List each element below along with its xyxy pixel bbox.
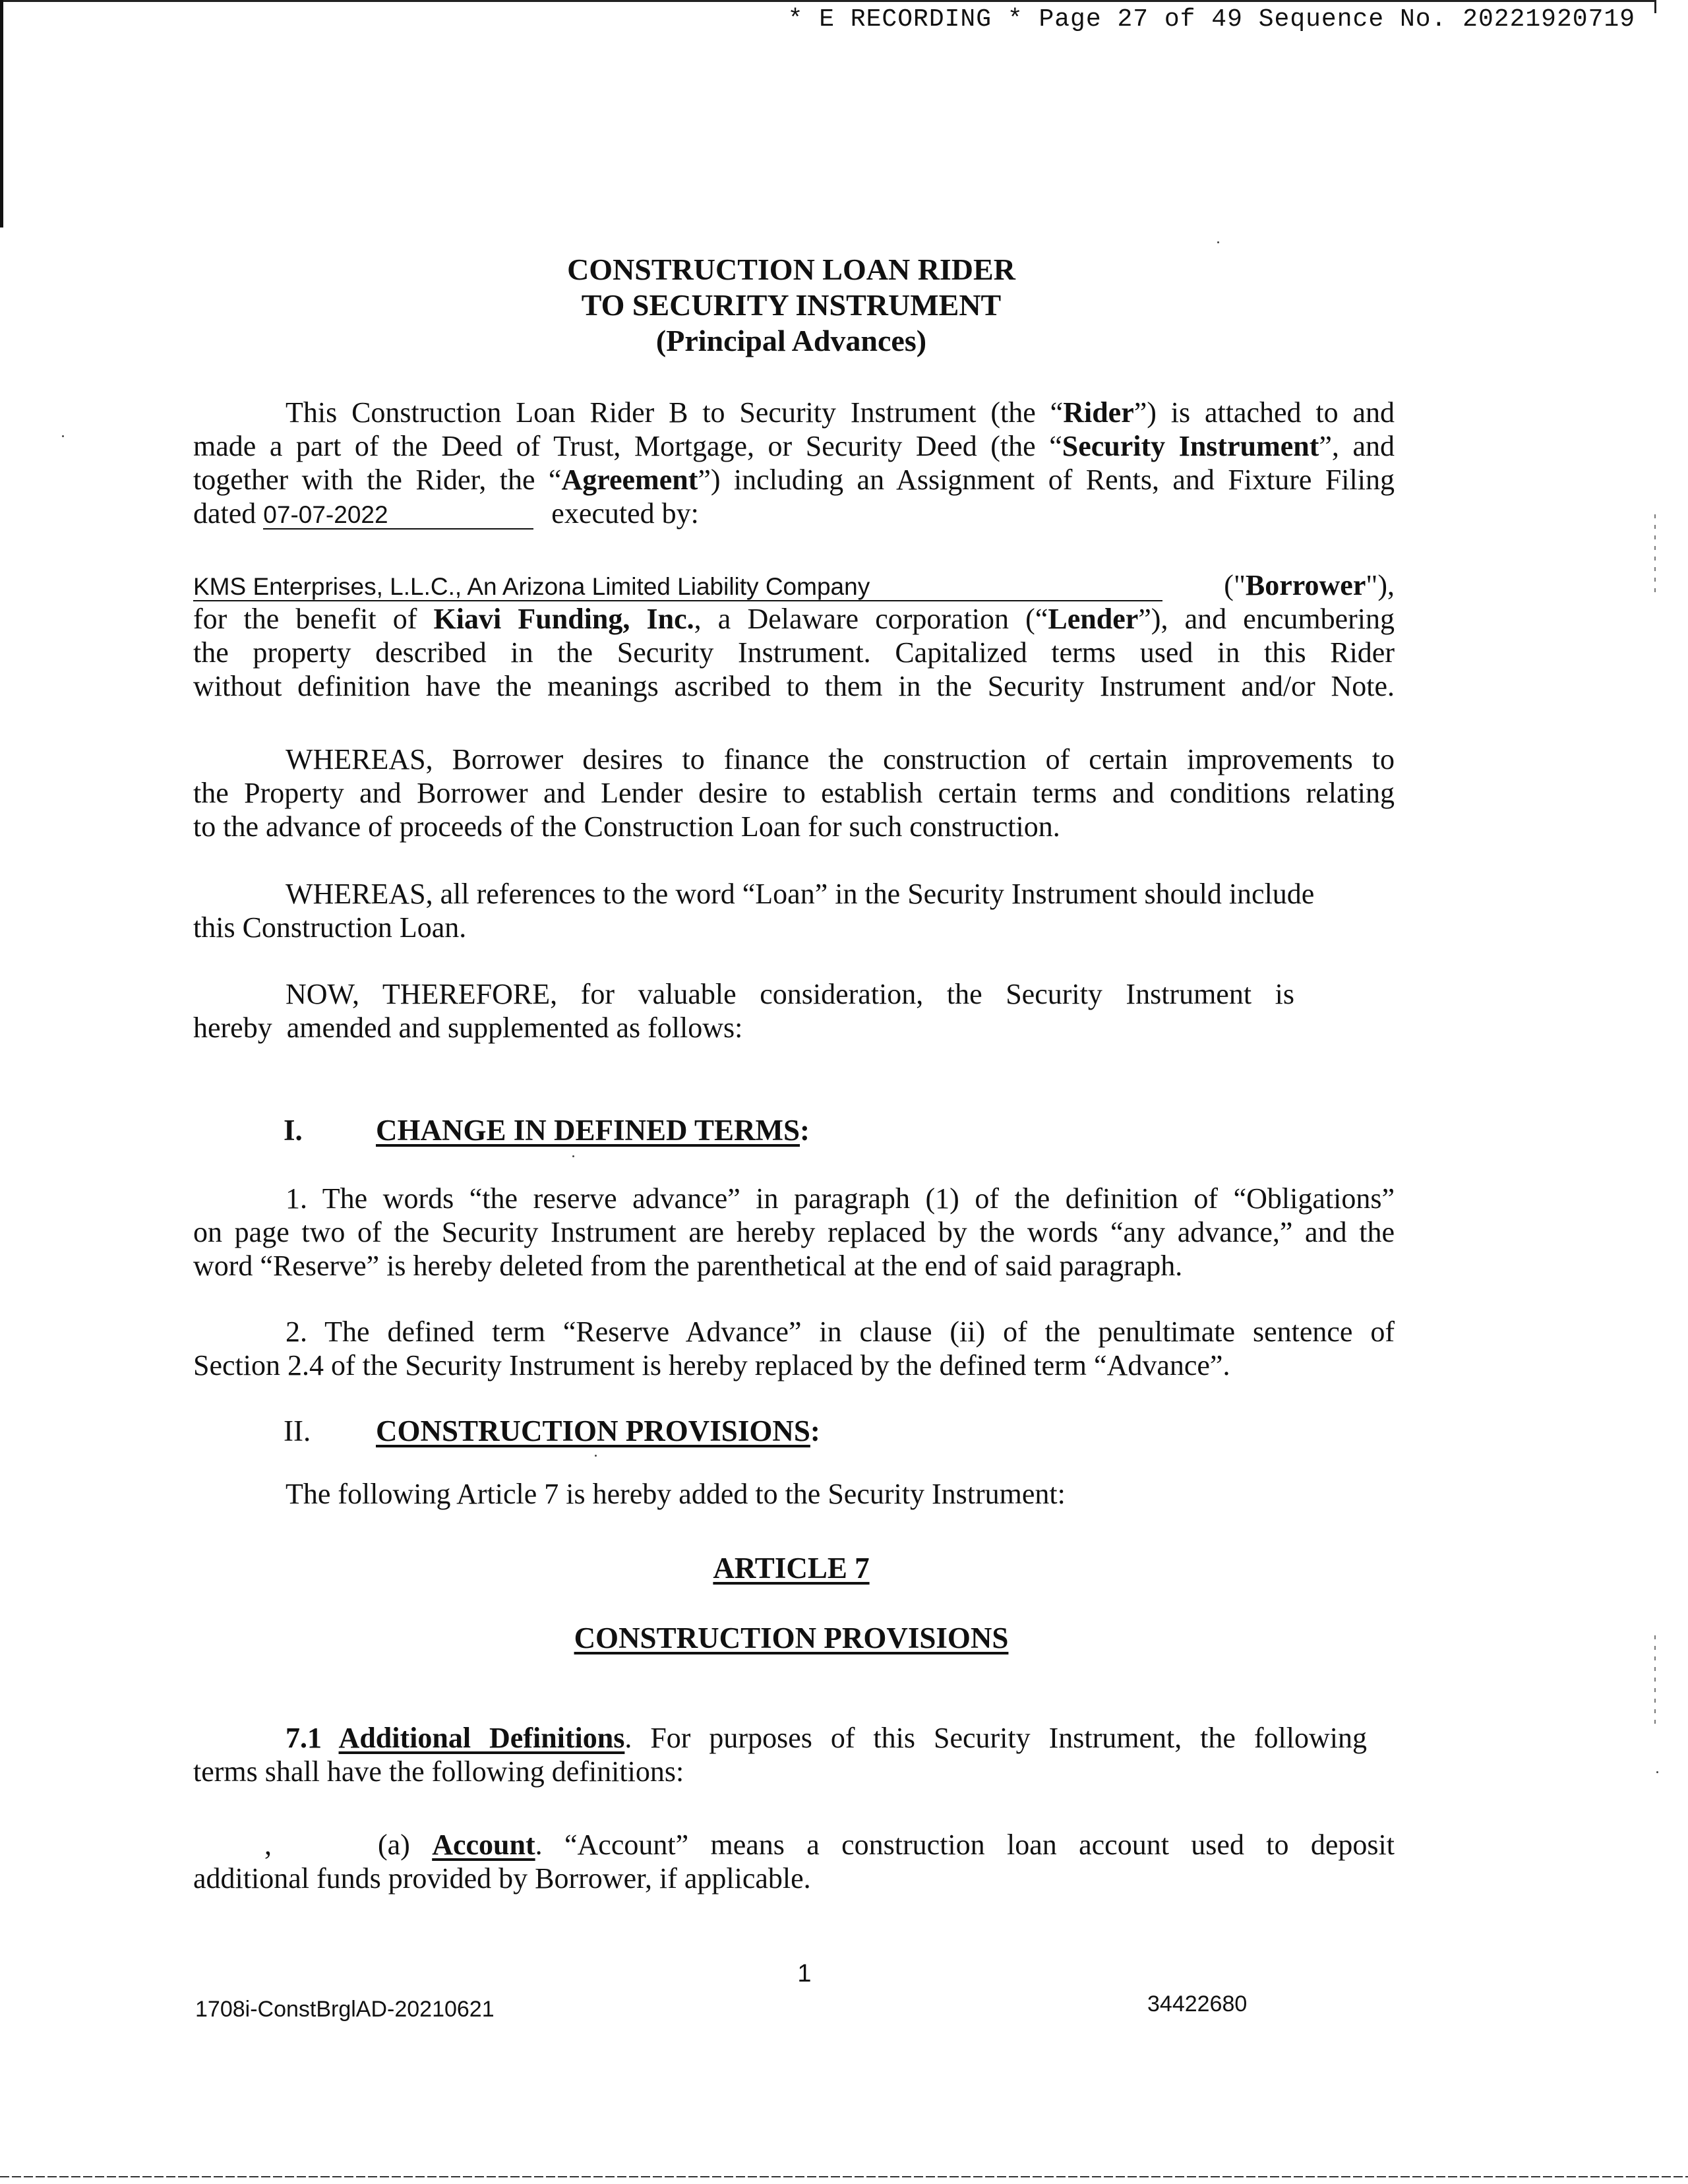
scan-top-border [0, 0, 1656, 2]
definition-a-paragraph: , (a) Account. “Account” means a construction loan account used to deposit additional funds provided by Borrower, if applicable. [193, 1829, 1395, 1895]
section-7-1-line: 7.1 Additional Definitions. For purposes of this Security Instrument, the following [286, 1722, 1367, 1754]
scan-speck [572, 1155, 574, 1157]
lender-name: Kiavi Funding, Inc. [433, 603, 694, 635]
intro-line: made a part of the Deed of Trust, Mortgage, or Security Deed (the “Security Instrument”, and [193, 430, 1395, 462]
now-therefore-paragraph: NOW, THEREFORE, for valuable consideration, the Security Instrument is hereby amended and supplemented as follows: [193, 978, 1294, 1044]
scan-speck [595, 1455, 597, 1457]
article-number: ARTICLE 7 [713, 1552, 870, 1585]
borrower-name-field: KMS Enterprises, L.L.C., An Arizona Limited Liability Company [193, 574, 1162, 601]
intro-line: together with the Rider, the “Agreement”) including an Assignment of Rents, and Fixture Filing [193, 464, 1395, 496]
defined-term-account: Account [432, 1829, 535, 1861]
definition-a-line: , (a) Account. “Account” means a construction loan account used to deposit [264, 1829, 1395, 1861]
defined-term-borrower: Borrower [1245, 569, 1366, 601]
doc-title-line-1: CONSTRUCTION LOAN RIDER [567, 253, 1015, 286]
intro-line: This Construction Loan Rider B to Security Instrument (the “Rider”) is attached to and [286, 396, 1395, 429]
intro-paragraph [193, 396, 1395, 530]
article-title: CONSTRUCTION PROVISIONS [574, 1622, 1009, 1654]
article-intro: The following Article 7 is hereby added to the Security Instrument: [286, 1478, 1066, 1510]
section-1-heading: CHANGE IN DEFINED TERMS: [376, 1114, 810, 1147]
whereas-paragraph-1: WHEREAS, Borrower desires to finance the construction of certain improvements to the Property and Borrower and Lender desire to establish certain terms and conditions relating to the advance of proceeds of the Construction Loan for such construction. [193, 743, 1395, 843]
section-7-1-heading: Additional Definitions [338, 1722, 625, 1754]
borrower-line: KMS Enterprises, L.L.C., An Arizona Limited Liability Company ("Borrower"), [193, 569, 1395, 601]
item-1-paragraph: 1. The words “the reserve advance” in paragraph (1) of the definition of “Obligations” on page two of the Security Instrument are hereby replaced by the words “any advance,” and the word “Reserve” is hereby deleted from the parenthetical at the end of said paragraph. [193, 1182, 1395, 1282]
section-2-heading: CONSTRUCTION PROVISIONS: [376, 1414, 820, 1447]
recording-header: * E RECORDING * Page 27 of 49 Sequence No. 20221920719 [787, 5, 1635, 34]
whereas-paragraph-2: WHEREAS, all references to the word “Loan” in the Security Instrument should include this Construction Loan. [193, 878, 1315, 944]
defined-term-lender: Lender [1048, 603, 1139, 635]
scan-speck [1656, 1771, 1658, 1773]
defined-term-rider: Rider [1063, 396, 1134, 429]
doc-title-line-3: (Principal Advances) [655, 324, 927, 357]
scan-left-margin-bar [0, 0, 3, 228]
intro-line: dated 07-07-2022 executed by: [193, 497, 699, 530]
borrower-line: for the benefit of Kiavi Funding, Inc., a Delaware corporation (“Lender”), and encumbering [193, 603, 1395, 635]
loan-number: 34422680 [1147, 1991, 1248, 2017]
scan-edge-mark [1654, 514, 1656, 593]
scan-right-edge [1654, 0, 1656, 13]
date-field: 07-07-2022 [263, 502, 533, 530]
borrower-paragraph [193, 568, 1395, 703]
section-1-number: I. [284, 1114, 303, 1147]
borrower-line: without definition have the meanings ascribed to them in the Security Instrument and/or Note. [193, 670, 1395, 702]
doc-title-line-2: TO SECURITY INSTRUMENT [581, 288, 1002, 322]
section-7-1-paragraph: 7.1 Additional Definitions. For purposes of this Security Instrument, the following terms shall have the following definitions: [193, 1722, 1367, 1788]
scan-edge-mark [1654, 1635, 1656, 1728]
scan-speck [62, 435, 64, 437]
form-id: 1708i-ConstBrglAD-20210621 [195, 1997, 495, 2022]
page-number: 1 [797, 1960, 812, 1987]
borrower-line: the property described in the Security Instrument. Capitalized terms used in this Rider [193, 636, 1395, 669]
defined-term-security-instrument: Security Instrument [1062, 430, 1319, 462]
scan-bottom-border [0, 2176, 1688, 2177]
scan-speck [1217, 241, 1219, 243]
section-2-number: II. [284, 1414, 311, 1447]
defined-term-agreement: Agreement [561, 464, 698, 496]
item-2-paragraph: 2. The defined term “Reserve Advance” in clause (ii) of the penultimate sentence of Section 2.4 of the Security Instrument is hereby replaced by the defined term “Advance”. [193, 1316, 1395, 1381]
